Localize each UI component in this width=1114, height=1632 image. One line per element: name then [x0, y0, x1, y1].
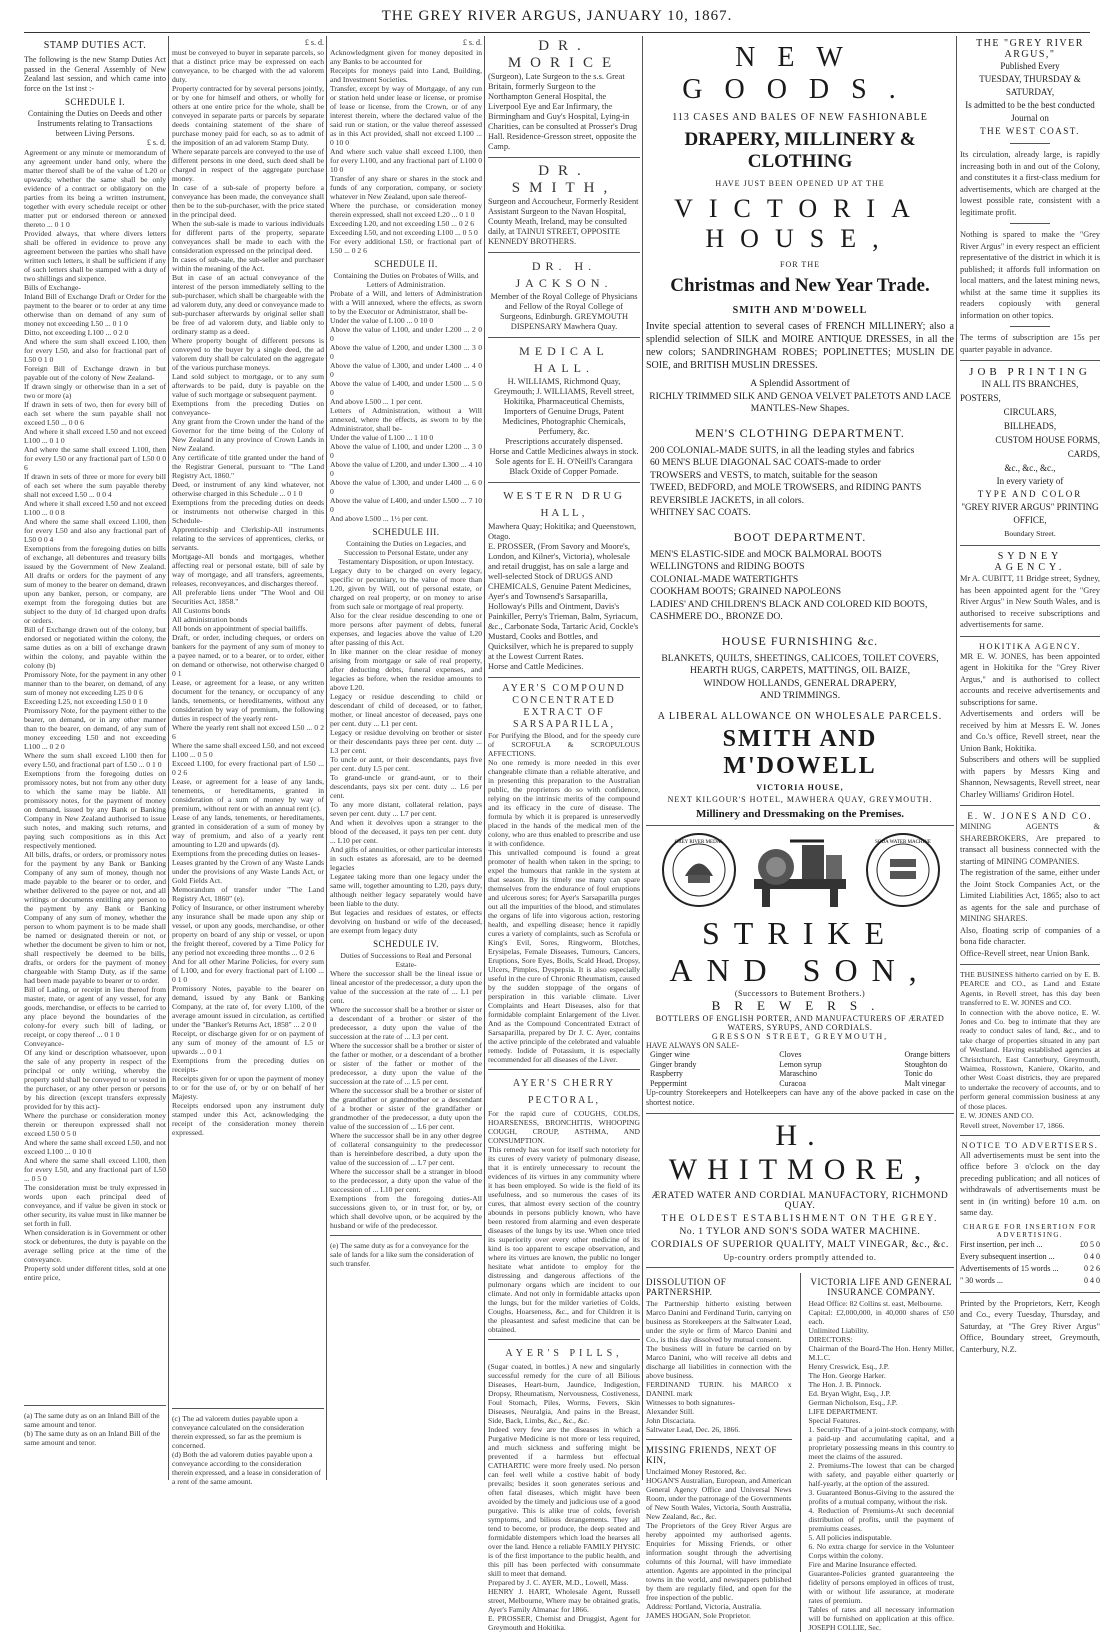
notice-advertisers-title: NOTICE TO ADVERTISERS.	[961, 1140, 1099, 1150]
column-divider	[800, 1273, 801, 1632]
western-drug-hall-name: WESTERN DRUG HALL,	[503, 490, 625, 519]
ad-rule	[488, 157, 640, 158]
ayers-sarsaparilla-name: AYER'S COMPOUND CONCENTRATED EXTRACT OF SARSAPARILLA,	[502, 683, 626, 730]
short-rule	[1010, 223, 1050, 224]
column-argus-notices	[960, 38, 1100, 1478]
whitmore-line-3: No. 1 TYLOR AND SON'S SODA WATER MACHINE.	[679, 1226, 921, 1237]
type-color-line: TYPE AND COLOR	[977, 489, 1083, 499]
subscription-terms: The terms of subscription are 15s per quarter payable in advance.	[960, 333, 1100, 354]
footnote: (a) The same duty as on an Inland Bill of the same amount and tenor. (b) The same duty as on an Inland Bill of the same amount and tenor.	[24, 1410, 161, 1447]
transfer-duties-body: Acknowledgment given for money deposited in any Banks to be accounted for Receipts for moneys paid into Land, Building, and Investment Societies. Transfer, except by way of Mortgage, of any run or station held under lease or license, or promise of lease or license, from the Crown, or of any interest therein, where the declared value of the said run or station, or the value thereof assessed as in this Act provided, shall not exceed L100 ... 0 10 0 And where such value shall exceed L100, then for every L100, and any fractional part of L100 0 10 0 Transfer of any share or shares in the stock and funds of any corporation, company, or society whatever in New Zealand, upon sale thereof- Where the purchase, or consideration money therein expressed, shall not exceed L20 ... 0 1 0 Exceeding L20, and not exceeding L50 ... 0 2 6 Exceeding L50, and not exceeding L100 ... 0 5 0 For every additional L50, or fractional part of L50 ... 0 2 6	[330, 47, 482, 255]
ad-rule	[960, 545, 1100, 546]
products-list	[646, 1050, 954, 1088]
strike-and-son-heading: STRIKE AND SON,	[669, 914, 931, 988]
footnote-rule	[172, 1408, 324, 1409]
sydney-agency-body: Mr A. CUBITT, 11 Bridge street, Sydney, has been appointed agent for the "Grey River Argus" in New South Wales, and is authorised to receive subscriptions and advertisements for same.	[960, 574, 1100, 629]
short-rule	[1010, 143, 1050, 144]
cherry-pectoral-body: For the rapid cure of COUGHS, COLDS, HOARSENESS, BRONCHITIS, WHOOPING COUGH, CROUP, ASTHMA, AND CONSUMPTION. This remedy has won for itself such notoriety for its cures of every variety of pulmonary disease, that it is entirely unnecessary to recount the evidences of its virtues in any community where it has been employed. So wide is the field of its usefulness, and so numerous the cases of its cures, that almost every section of the country abounds in persons publicly known, who have been restored from alarming and even desperate diseases of the lungs by its use. When once tried its superiority over every other medicine of its kind is too apparent to escape observation, and where its virtues are known, the public no longer hesitate what antidote to employ for the distressing and dangerous affections of the pulmonary organs which are incident to our climate. And not only in formidable attacks upon the lungs, but for the milder varieties of Colds, Coughs, Hoarseness, &c., and for Children it is the pleasantest and safest medicine that can be obtained.	[488, 1109, 640, 1334]
opened-up-line: HAVE JUST BEEN OPENED UP AT THE	[715, 179, 885, 188]
rate-label: Every subsequent insertion ...	[960, 1251, 1055, 1261]
ad-dr-smith	[488, 163, 640, 247]
stamp-duties-title: STAMP DUTIES ACT.	[43, 40, 147, 51]
medals-illustration	[646, 831, 954, 911]
ad-rule	[488, 482, 640, 483]
hokitika-agency-title: HOKITIKA AGENCY.	[978, 641, 1081, 651]
wholesale-allowance: A LIBERAL ALLOWANCE ON WHOLESALE PARCELS.	[657, 710, 943, 722]
victoria-house-heading: VICTORIA HOUSE,	[674, 194, 926, 253]
money-header: £ s. d.	[146, 138, 166, 148]
medical-hall-name: MEDICAL HALL.	[519, 344, 609, 375]
charge-title: CHARGE FOR INSERTION FOR ADVERTISING.	[963, 1222, 1097, 1239]
ad-dr-morice	[488, 38, 640, 152]
schedule-4-body: Where the successor shall be the lineal issue or lineal ancestor of the predecessor, a duty upon the value of the succession at the rate of ... L1 per cent. Where the successor shall be a brother or sister or a descendant of a brother or sister of the predecessor, a duty upon the value of the succession at the rate of ... L3 per cent. Where the successor shall be a brother or sister of the father or mother, or a descendant of a brother or sister of the father or mother of the predecessor, a duty upon the value of the succession at the rate of ... L5 per cent. Where the successor shall be a brother or sister of the grandfather or grandmother or a descendant of a brother or sister of the grandfather or grandmother of the predecessor, a duty upon the value of the succession of ... L6 per cent. Where the successor shall be in any other degree of collateral consanguinity to the predecessor than is hereinbefore described, a duty upon the value of the succession of ... L7 per cent. Where the successor shall be a stranger in blood to the predecessor, a duty upon the value of the succession of ... L10 per cent. Exemptions from the foregoing duties-All successions given to, or in trust for, or by, or which shall devolve upon, or be acquired by the husband or wife of the predecessor.	[330, 968, 482, 1230]
medal-right-icon	[864, 831, 942, 909]
column-new-goods	[646, 38, 954, 1632]
gresson-street-line: GRESSON STREET, GREYMOUTH,	[711, 1031, 889, 1041]
ad-rule	[960, 636, 1100, 637]
masthead-rule	[24, 32, 1090, 33]
rate-label: First insertion, per inch ...	[960, 1239, 1043, 1249]
printed-by-imprint: Printed by the Proprietors, Kerr, Keogh and Co., every Tuesday, Thursday, and Saturday, at "The Grey River Argus" Office, Boundary street, Greymouth, Canterbury, N.Z.	[960, 1298, 1100, 1354]
rate-price: £0 5 0	[1080, 1239, 1100, 1249]
ad-rule	[960, 1135, 1100, 1136]
hokitika-agency-body: MR E. W. JONES, has been appointed agent in Hokitika for the "Grey River Argus," and is authorised to collect accounts and receive advertisements and subscriptions for same. Advertisements and orders will be received by him at Messrs E. W. Jones and Co.'s office, Revell street, near the Union Bank, Hokitika. Subscribers and others will be supplied with papers by Messrs King and Shannon, Newsagents, Revell street, near Charley Williams' Gridiron Hotel.	[960, 651, 1100, 799]
variety-line: In every variety of	[996, 476, 1064, 486]
money-header: £ s. d.	[304, 38, 324, 47]
mens-clothing-list: 200 COLONIAL-MADE SUITS, in all the leading styles and fabrics 60 MEN'S BLUE DIAGONAL SAC COATS-made to order TROWSERS and VESTS, to match, suitable for the season TWEED, BEDFORD, and MOLE TROWSERS, and RIDING PANTS REVERSIBLE JACKETS, in all colors. WHITNEY SAC COATS.	[650, 444, 922, 518]
column-divider	[956, 36, 957, 1480]
firm-name: SMITH AND M'DOWELL	[732, 305, 868, 316]
medal-left-icon	[660, 831, 738, 909]
ad-rule	[488, 252, 640, 253]
missing-friends-body: Unclaimed Money Restored, &c. HOGAN'S Australian, European, and American General Agency Office and Universal News Room, under the patronage of the Governments of New South Wales, Victoria, South Australia, New Zealand, &c., &c. The Proprietors of the Grey River Argus are hereby appointed my authorised agents. Enquiries for Missing Friends, or other information sought through the advertising columns of this Journal, will have immediate attention. Agents are appointed in the principal towns in the world, and newspapers published by them are regularly filed, and open for the free inspection of the public. Address: Portland, Victoria, Australia. JAMES HOGAN, Sole Proprietor.	[646, 1466, 792, 1620]
dr-morice-body: (Surgeon), Late Surgeon to the s.s. Great Britain, formerly Surgeon to the Northampton General Hospital, the Liverpool Eye and Ear Infirmary, the Birmingham and Guy's Hospital, Lying-in Charities, can be consulted at Prosser's Drug Hall. Residence-Gresson street, opposite the Camp.	[488, 72, 638, 151]
dissolution-title: DISSOLUTION OF PARTNERSHIP.	[646, 1276, 727, 1297]
rate-row	[960, 1251, 1100, 1263]
splendid-assortment: A Splendid Assortment of RICHLY TRIMMED SILK AND GENOA VELVET PALETOTS AND LACE MANTLES-New Shapes.	[649, 378, 951, 414]
column-stamp-duties-2	[172, 38, 324, 1486]
bottom-left-ads	[646, 1273, 792, 1632]
medal-left-label: GREY RIVER MEDAL	[674, 839, 724, 845]
schedule-3-subheading: Containing the Duties on Legacies, and Succession to Personal Estate, under any Testamentary Disposition, or upon Intestacy.	[338, 538, 474, 566]
always-on-sale: HAVE ALWAYS ON SALE-	[646, 1040, 739, 1050]
ad-rule	[960, 1292, 1100, 1293]
column-stamp-duties-3	[330, 38, 482, 1478]
rate-row	[960, 1239, 1100, 1251]
ad-rule	[488, 677, 640, 678]
admitted-line: Is admitted to be the best conducted Journal on	[965, 100, 1095, 123]
masthead-title: THE GREY RIVER ARGUS, JANUARY 10, 1867.	[381, 8, 733, 24]
whitmore-line-2: THE OLDEST ESTABLISHMENT ON THE GREY.	[661, 1213, 939, 1224]
whitmore-line-4: CORDIALS OF SUPERIOR QUALITY, MALT VINEGAR, &c., &c.	[651, 1239, 949, 1250]
column-divider	[168, 36, 169, 1480]
dr-smith-body: Surgeon and Accoucheur, Formerly Resident Assistant Surgeon to the Navan Hospital, County Meath, Ireland, may be consulted daily, at TAINUI STREET, OPPOSITE KENNEDY BROTHERS.	[488, 197, 639, 246]
west-coast-line: THE WEST COAST.	[980, 126, 1080, 136]
published-every: Published Every	[1000, 61, 1060, 71]
ayers-pills-body: (Sugar coated, in bottles.) A new and singularly successful remedy for the cure of all Bilious Diseases, Heart-burn, Jaundice, Indigestion, Dropsy, Rheumatism, Nervousness, Costiveness, Foul Stomach, Piles, Worms, Fevers, Skin Diseases, Neuralgia, And pains in the Breast, Side, Back, Limbs, &c., &c., &c. Indeed very few are the diseases in which a Purgative Medicine is not more or less required, and much sickness and suffering might be prevented if a harmless but effectual CATHARTIC were more freely used. No person can feel well while a costive habit of body prevails; besides it soon generates serious and often fatal diseases, which might have been avoided by the timely and judicious use of a good purgative. This is alike true of colds, feverish symptoms, and bilious derangements. They all tend to become, or produce, the deep seated and formidable distempers which load the hearses all over the land. Hence a reliable FAMILY PHYSIC is of the first importance to the public health, and this pill has been perfected with consummate skill to meet that demand. Prepared by J. C. AYER, M.D., Lowell, Mass. HENRY J. HART, Wholesale Agent, Russell street, Melbourne, Where may be obtained gratis, Ayer's Family Almanac for 1866. E. PROSSER, Chemist and Druggist, Agent for Greymouth and Hokitika.	[488, 1362, 640, 1632]
rate-price: 0 4 0	[1084, 1275, 1100, 1285]
ad-rule	[488, 1339, 640, 1340]
whitmore-line-5: Up-country orders promptly attended to.	[723, 1252, 877, 1262]
rate-price: 0 2 6	[1084, 1263, 1100, 1273]
schedule-1-continued-body: must be conveyed to buyer in separate parcels, so that a distinct price may be expressed on each conveyance, to be charged with the ad valorem duty. Property contracted for by several persons jointly, or by one for himself and others, or wholly for others at one entire price for the whole, shall be conveyed in separate parts or parcels by separate deeds containing statement of the share of purchase money paid for each, so as to admit of the imposition of an ad valorem Stamp Duty. Where separate parcels are conveyed to the use of different persons in one deed, such deed shall be charged in respect of the aggregate purchase money. In case of a sub-sale of property before a conveyance has been made, the conveyance shall then be to the sub-purchaser, with the price stated in the principal deed. When the sub-sale is made to various individuals for different parts of the property, separate conveyances shall be made to each with the consideration expressed on the principal deed. In cases of sub-sale, the sub-seller and purchaser within the meaning of the Act. But in case of an actual conveyance of the interest of the person immediately selling to the sub-purchaser, which shall be chargeable with the ad valorem duty, any deed or conveyance made to sub-purchaser afterwards by original seller shall be free of ad valorem duty, and liable only to ordinary stamp as a deed. Where property bought of different persons is conveyed to the buyer by a single deed, the ad valorem duty shall be calculated on the aggregate of the various purchase moneys. Land sold subject to mortgage, or to any sum afterwards to be paid, duty is payable on the value of such mortgage or subsequent payment. Exemptions from the preceding Duties on conveyance- Any grant from the Crown under the hand of the Governor for the time being of the Colony of New Zealand in any province of Crown Lands in New Zealand. Any certificate of title granted under the hand of the Registrar General, pursuant to "The Land Registry Act, 1860." Deed, or instrument of any kind whatever, not otherwise charged in this Schedule ... 0 1 0 Exemptions from the preceding duties on deeds or instruments not otherwise charged in this Schedule- Apprenticeship and Clerkship-All instruments relating to the services of apprentices, clerks, or servants. Mortgage-All bonds and mortgages, whether affecting real or personal estate, bill of sale by way of mortgage, and all transfers, agreements, releases, reconveyances, and discharges thereof. All preferable liens under "The Wool and Oil Securities Act, 1858." All Customs bonds All administration bonds All bonds on appointment of special bailiffs. Draft, or order, including cheques, or orders on bankers for the payment of any sum of money to a payee named, or to a bearer, or to order, either on demand or otherwise, not otherwise charged 0 0 1 Lease, or agreement for a lease, or any written document for the tenancy, or occupancy of any lands, tenements, or hereditaments, without any consideration by way of premium, the following duties in respect of the yearly rent- Where the yearly rent shall not exceed L50 ... 0 2 6 Where the same shall exceed L50, and not exceed L100 ... 0 5 0 Exceed L100, for every fractional part of L50 ... 0 2 6 Lease, or agreement for a lease of any lands, tenements, or hereditaments, granted in consideration of a sum of money by way of premium, without rent or with an annual rent (c). Lease of any lands, tenements, or hereditaments, granted in consideration of a sum of money by way of premium, and also of a yearly rent amounting to L20 and upwards (d). Exemptions from the preceding duties on leases- Leases granted by the Crown of any Waste Lands under the provisions of any Waste Lands Act, or Gold Fields Act. Memorandum of transfer under "The Land Registry Act, 1860" (e). Policy of Insurance, or other instrument whereby any insurance shall be made upon any ship or vessel, or upon any goods, merchandise, or other property on board of any ship or vessel, or upon the freight thereof, covered by a Time Policy for any period not exceeding three months ... 0 2 6 And for all other Marine Policies, for every sum of L100, and for every fractional part of L100 ... 0 1 0 Promissory Notes, payable to the bearer on demand, issued by any Bank or Banking Company, at the rate of, for every L100, of the average amount issued in circulation, as certified under the "Banker's Returns Act, 1858" ... 2 0 0 Receipt, or discharge given for or on payment of any sum of money of the amount of L5 or upwards ... 0 0 1 Exemptions from the preceding duties on receipts- Receipts given for or upon the payment of money to or for the use of, or by or on behalf of her Majesty. Receipts endorsed upon any instrument duly stamped under this Act, acknowledging the receipt of the consideration money therein expressed.	[172, 47, 324, 1137]
drapery-heading: DRAPERY, MILLINERY & CLOTHING	[684, 129, 916, 172]
ad-medical-hall	[488, 343, 640, 477]
schedule-3-body: Legacy duty to be charged on every legacy, specific or pecuniary, to the value of more than L20, given by Will, out of personal estate, or charged on real property, or on money to arise from such sale or mortgage of real property. Also for the clear residue descending to one or more persons after payment of debts, funeral expenses, and legacies above the value of L20 after passing of this Act. In like manner on the clear residue of money arising from mortgage or sale of real property, after deducting debts, funeral expenses, and legacies as before, when the residue amounts to above L20. Legacy or residue descending to child or descendant of child of deceased, or to father, mother, or lineal ancestor of deceased, pays one per cent. duty ... L1 per cent. Legacy or residue devolving on brother or sister or their descendants pays three per cent. duty ... L3 per cent. To uncle or aunt, or their descendants, pays five per cent. duty L5 per cent. To grand-uncle or grand-aunt, or to their descendants, pays six per cent. duty ... L6 per cent. To any more distant, collateral relation, pays seven per cent. duty ... L7 per cent. And when it devolves upon a stranger to the blood of the deceased, it pays ten per cent. duty ... L10 per cent. And gifts of annuities, or other particular interests in such estates as aforesaid, are to be deemed legacies Legatee taking more than one legacy under the same will, together amounting to L20, pays duty, although neither legacy separately would have been liable to the duty. But legacies and residues of estates, or effects devolving on husband or wife of the deceased, are exempt from legacy duty	[330, 565, 482, 935]
job-printing-title: JOB PRINTING	[969, 366, 1091, 378]
mens-clothing-heading: MEN'S CLOTHING DEPARTMENT.	[695, 425, 905, 440]
western-drug-hall-body: Mawhera Quay; Hokitika; and Queenstown, Otago. E. PROSSER, (From Savory and Moore's, London, and Kilner's, Victoria), wholesale and retail druggist, has on sale a large and well-selected Stock of DRUGS AND CHEMICALS, Genuine Patent Medicines, Ayer's and Townsend's Sarsaparilla, Holloway's Pills and Ointment, Davis's Painkiller, Perry's Trieman, Balm, Syriacum, &c., Carbonate Soda, Tartaric Acid, Cockle's Mustard, Cooks and Bottles, and Quicksilver, which he is prepared to supply at the Lowest Current Rates. Horse and Cattle Medicines.	[488, 522, 639, 671]
bottom-ads	[646, 1273, 954, 1632]
ad-rule	[646, 1267, 954, 1268]
ad-ayers-sarsaparilla	[488, 683, 640, 1064]
successors-line: (Successors to Butement Brothers.)	[734, 988, 866, 998]
boot-department-heading: BOOT DEPARTMENT.	[733, 529, 867, 544]
ayers-sarsaparilla-body: For Purifying the Blood, and for the speedy cure of SCROFULA & SCROPULOUS AFFECTIONS. No one remedy is more needed in this ever changeable climate than a reliable alterative, and in presenting this preparation to the Australian public, the proprietors do so with confidence, relying on the intrinsic merits of the compound and its efficacy in the cure of disease. The formula by which it is prepared is unreservedly placed in the hands of the medical men of the colony, who are thus enabled to prescribe and use it with confidence. This unrivalled compound is found a great promoter of health when taken in the spring; to expel the humours that rankle in the system at that season. By its timely use many can spare themselves from the endurance of foul eruptions and ulcerous sores; for Ayer's Sarsaparilla purges out all the impurities of the blood, and stimulates the organs of life into vigorous action, restoring health, and expelling disease; hence it rapidly cures a variety of complaints, such as Scrofula or King's Evil, Sores, Ringworm, Blotches, Erysipelas, Female Diseases, Tumours, Cancers, Eruptions, Sore Eyes, Boils, Scald Head, Dropsy, Ulcers, Pimples, Dyspepsia. It is also especially useful in the cure of Chronic Rheumatism, caused by the sudden stoppage of the organs of perspiration in this variable climate. Liver Complaints and Heart Diseases, also for that formidable complaint Enlargement of the Liver. And as the Compound Concentrated Extract of Sarsaparilla, prepared by Dr J. C. Ayer, contains the active principle of the celebrated and valuable remedy. Iodide of Potassium, it is especially recommended for all diseases of the Liver.	[488, 731, 640, 1064]
rate-price: 0 4 0	[1084, 1251, 1100, 1261]
house-furnishing-list: BLANKETS, QUILTS, SHEETINGS, CALICOES, TOILET COVERS, HEARTH RUGS, CARPETS, MATTINGS, OIL BAIZE, WINDOW HOLLANDS, GENERAL DRAPERY, AND TRIMMINGS.	[661, 652, 939, 701]
footnote: (c) The ad valorem duties payable upon a conveyance calculated on the consideration therein expressed, so far as the premium is concerned. (d) Both the ad valorem duties payable upon a conveyance according to the consideration therein expressed, and a lease in consideration of a rent of the same amount.	[172, 1413, 321, 1486]
dr-smith-name: DR. SMITH,	[511, 163, 617, 196]
schedule-4-subheading: Duties of Successions to Real and Personal Estate-	[340, 950, 472, 969]
boundary-street-line: Boundary Street.	[1004, 529, 1056, 538]
new-goods-sub: 113 CASES AND BALES OF NEW FASHIONABLE	[672, 112, 928, 123]
rate-row	[960, 1263, 1100, 1275]
products-col-b: Cloves Lemon syrup Maraschino Curacoa	[779, 1050, 822, 1088]
ad-rule	[646, 1113, 954, 1114]
whitmore-line-1: ÆRATED WATER AND CORDIAL MANUFACTORY, RICHMOND QUAY.	[651, 1190, 949, 1211]
ad-rule	[646, 825, 954, 826]
ad-ayers-pills	[488, 1345, 640, 1632]
sydney-agency-title: SYDNEY AGENCY.	[994, 551, 1066, 573]
column-divider	[484, 36, 485, 1480]
schedule-1-heading: SCHEDULE I.	[65, 97, 125, 108]
printing-office-line: "GREY RIVER ARGUS" PRINTING OFFICE,	[961, 502, 1099, 525]
ad-dr-jackson	[488, 258, 640, 332]
bottom-right-ads	[809, 1273, 955, 1632]
rate-row	[960, 1275, 1100, 1287]
dr-jackson-name: DR. H. JACKSON.	[515, 259, 613, 290]
job-item: CUSTOM HOUSE FORMS,	[995, 435, 1100, 445]
schedule-4-heading: SCHEDULE IV.	[373, 938, 439, 949]
ad-rule	[488, 337, 640, 338]
products-col-a: Ginger wine Ginger brandy Raspberry Peppermint	[650, 1050, 697, 1088]
rate-label: " 30 words ...	[960, 1275, 1003, 1285]
circulation-text: Its circulation, already large, is rapidly increasing both in and out of the Colony, and constitutes it a first-class medium for advertisements, which are charged at the lowest possible rate, consistent with a legitimate profit.	[960, 150, 1100, 217]
ad-western-drug-hall	[488, 488, 640, 672]
job-printing-sub: IN ALL ITS BRANCHES,	[981, 379, 1079, 389]
new-goods-title: NEW GOODS.	[682, 42, 918, 105]
job-item: &c., &c., &c.,	[1004, 463, 1056, 473]
footnote-rule	[24, 1405, 166, 1406]
ad-rule	[960, 360, 1100, 361]
argus-title: THE "GREY RIVER ARGUS,"	[976, 38, 1084, 60]
products-col-c: Orange bitters Stoughton do Tonic do Malt vinegar	[904, 1050, 950, 1088]
for-the-line: FOR THE	[780, 260, 820, 269]
schedule-3-heading: SCHEDULE III.	[372, 526, 440, 537]
footnote: (e) The same duty as for a conveyance for the sale of lands for a like sum the consideration of such transfer.	[330, 1240, 475, 1268]
publication-days: TUESDAY, THURSDAY & SATURDAY,	[979, 74, 1081, 97]
ad-ayers-cherry-pectoral	[488, 1075, 640, 1334]
soda-machine-icon	[746, 831, 854, 911]
job-item: POSTERS,	[960, 393, 1001, 403]
victoria-life-body: Head Office: 82 Collins st. east, Melbourne. Capital: £2,000,000, in 40,000 shares of £50 each. Unlimited Liability. DIRECTORS: Chairman of the Board-The Hon. Henry Miller, M.L.C. Henry Creswick, Esq., J.P. The Hon. George Harker. The Hon. J. B. Pinnock. Ed. Bryan Wight, Esq., J.P. German Nicholson, Esq., J.P. LIFE DEPARTMENT. Special Features. 1. Security-That of a joint-stock company, with a paid-up and accumulating capital, and a proprietary possessing means in this country to meet the claims of the assured. 2. Premiums-The lowest that can be charged with safety, and payable either quarterly or half-yearly, at the option of the assured. 3. Guaranteed Bonus-Giving to the assured the profits of a mutual company, without the risk. 4. Reduction of Premiums-At such decennial distribution of profits, until the payment of premiums ceases. 5. All policies indisputable. 6. No extra charge for service in the Volunteer Corps within the colony. Fire and Marine Insurance effected. Guarantee-Policies granted guaranteeing the fidelity of persons employed in offices of trust, with or without life assurance, at moderate rates of premium. Tables of rates and all necessary information will be furnished on application at this office. JOSEPH COLLIE, Sec.	[808, 1298, 954, 1632]
footnote-rule	[330, 1235, 482, 1236]
ayers-pills-name: AYER'S PILLS,	[505, 1348, 623, 1359]
short-rule	[1010, 326, 1050, 327]
job-printing-items	[960, 391, 1100, 475]
dissolution-body: The Partnership hitherto existing between Marco Danini and Ferdinand Turin, carrying on business as Storekeepers at the Saltwater Lead, under the style or firm of Marco Danini and Co., is this day dissolved by mutual consent. The business will in future be carried on by Marco Danini, who will receive all debts and discharge all liabilities in connection with the above business. FERDINAND TURIN. his MARCO x DANINI. mark Witnesses to both signatures- Alexander Still. John Discaciata. Saltwater Lead, Dec. 26, 1866.	[646, 1298, 792, 1434]
ad-rule	[960, 805, 1100, 806]
cherry-pectoral-name: AYER'S CHERRY PECTORAL,	[512, 1078, 616, 1106]
money-header: £ s. d.	[462, 38, 482, 47]
schedule-2-body: Probate of a Will, and letters of Administration with a Will annexed, where the effects, as sworn to by the Executor or Administrator, shall be- Under the value of L100 ... 0 10 0 Above the value of L100, and under L200 ... 2 0 0 Above the value of L200, and under L300 ... 3 0 0 Above the value of L300, and under L400 ... 4 0 0 Above the value of L400, and under L500 ... 5 0 0 And above L500 ... 1 per cent. Letters of Administration, without a Will annexed, where the effects, as sworn to by the Administrator, shall be- Under the value of L100 ... 1 10 0 Above the value of L100, and under L200 ... 3 0 0 Above the value of L200, and under L300 ... 4 10 0 Above the value of L300, and under L400 ... 6 0 0 Above the value of L400, and under L500 ... 7 10 0 And above L500 ... 1½ per cent.	[330, 288, 482, 523]
schedule-1-body: Agreement or any minute or memorandum of any agreement under hand only, where the matter thereof shall be of the value of L20 or upwards; whether the same shall be only evidence of a contract or obligatory on the parties from its being a written instrument, together with every schedule receipt or other matter put or endorsed thereon or annexed thereto ... 0 1 0 Provided always, that where divers letters shall be offered in evidence to prove any agreement between the parties who shall have written such letters, it shall be sufficient if any of such letters shall be stamped with a duty of two shillings and sixpence. Bills of Exchange- Inland Bill of Exchange Draft or Order for the payment to the bearer or to order at any time otherwise than on demand of any sum of money not exceeding L50 ... 0 1 0 Ditto, not exceeding L100 ... 0 2 0 And where the sum shall exceed L100, then for every L50, and also for fractional part of L50 0 1 0 Foreign Bill of Exchange drawn in but payable out of the colony of New Zealand- If drawn singly or otherwise than in a set of two or more (a) If drawn in sets of two, then for every bill of each set where the sum payable shall not exceed L50 ... 0 0 6 And where it shall exceed L50 and not exceed L100 ... 0 1 0 And where the same shall exceed L100, then for every L50 or any fractional part of L50 0 0 6 If drawn in sets of three or more for every bill of each set where the sum payable thereby shall not exceed L50 ... 0 0 4 And where it shall exceed L50 and not exceed L100 ... 0 0 8 And where the same shall exceed L100, then for every L50 and also any fractional part of L50 0 0 4 Exemptions from the foregoing duties on bills of exchange, all debentures and treasury bills issued by the Government of New Zealand. All drafts or orders for the payment of any sum of money to the bearer on demand, drawn upon any banker, person, or company, are exempt from the foregoing duties but are subject to the duty of 1d charged upon drafts or orders. Bill of Exchange drawn out of the colony, but endorsed or negotiated within the colony, the same duties as on a bill of exchange drawn within the colony, and payable within the colony (b) Promissory Note, for the payment in any other manner than to the bearer, on demand, of any sum of money not exceeding L25 0 0 6 Exceeding L25, not exceeding L50 0 1 0 Promissory Note, for the payment either to the bearer, on demand, or in any other manner than to the bearer, on demand, of any sum of money exceeding L50 and not exceeding L100 ... 0 2 0 Where the sum shall exceed L100 then for every L50, and fractional part of L50 ... 0 1 0 Exemptions from the foregoing duties on promissory notes, but not from any other duty to which the same may be liable. All promissory notes, for the payment of money on demand, issued by any Bank or Banking Company in New Zealand authorised to issue such notes, and making such returns, and paying such compositions as in this Act respectively mentioned. All bills, drafts, or orders, or promissory notes for the payment by any Bank or Banking Company of any sum of money, though not made payable to the bearer or to order, and whether delivered to the payee or not, and all writings or documents entitling any person to the payment by any Bank or Banking Company of any sum of money, whether the person to whom payment is to be made shall be named or designated therein or not, or whether the document be given to him or not, shall respectively be deemed to be bills, drafts, or orders for the payment of money chargeable with Stamp Duty, as if the same had been made payable to bearer or to order. Bill of Lading, or receipt in lieu thereof from master, mate, or agent of any vessel, for any goods, merchandise, or effects to be carried to any place beyond the boundaries of the colony-for every such bill of lading, or receipt, or copy thereof ... 0 1 0 Conveyance- Of any kind or description whatsoever, upon the sale of any property in respect of the principal or only writing, whereby the property sold shall be conveyed to or vested in the purchaser, or any other person or persons by his direction (except transfers expressly provided for by this act)- Where the purchase or consideration money therein or thereupon expressed shall not exceed L50 0 5 0 And where the same shall exceed L50, and not exceed L100 ... 0 10 0 And where the same shall exceed L100, then for every L50, and any fractional part of L50 ... 0 5 0 The consideration must be truly expressed in words upon each principal deed of conveyance, and if value be given in stock or other security, its value must in like manner be set forth in full. When consideration is in Government or other stock or debentures, the duty is payable on the average selling price at the time of the conveyance. Property sold under different titles, sold at one entire price,	[24, 147, 166, 1282]
whitmore-heading: H. WHITMORE,	[668, 1118, 932, 1186]
boot-department-list: MEN'S ELASTIC-SIDE and MOCK BALMORAL BOOTS WELLINGTONS and RIDING BOOTS COLONIAL-MADE WATERTIGHTS COOKHAM BOOTS; GRAINED NAPOLEONS LADIES' AND CHILDREN'S BLACK AND COLORED KID BOOTS, CASHMERE DO., BRONZE DO.	[650, 548, 928, 622]
rates-table	[960, 1239, 1100, 1287]
ad-rule	[646, 1439, 792, 1440]
job-item: BILLHEADS,	[1003, 421, 1057, 431]
firm-address: NEXT KILGOUR'S HOTEL, MAWHERA QUAY, GREYMOUTH.	[667, 794, 933, 804]
ad-rule	[960, 964, 1100, 965]
victoria-house-sub: VICTORIA HOUSE,	[756, 782, 844, 792]
nothing-spared-text: Nothing is spared to make the "Grey River Argus" in every respect an efficient representative of the district in which it is published; it affords full information on local matters, and the latest mining news, whilst at the same time it supplies its readers copiously with general information on other topics.	[960, 230, 1100, 320]
column-stamp-duties-1	[24, 38, 166, 1478]
brewers-heading: BREWERS.	[711, 997, 889, 1013]
christmas-heading: Christmas and New Year Trade.	[670, 275, 930, 296]
job-item: CARDS,	[1067, 449, 1100, 459]
job-item: CIRCULARS,	[1003, 407, 1057, 417]
dr-morice-name: DR. MORICE	[507, 38, 621, 71]
column-medical-ads	[488, 38, 640, 1632]
business-transfer-body: THE BUSINESS hitherto carried on by E. B. PEARCE and CO., as Land and Estate Agents, in Revell street, has this day been transferred to E. W. JONES and CO. In connection with the above notice, E. W. Jones and Co. beg to intimate that they are ready to conduct sales of land, &c., and to take charge of properties situated in any part of Westland. Having established agencies at Christchurch, East Canterbury, Greymouth, Waimea, Rosstown, Kaniere, Okarito, and other West Coast districts, they are prepared to undertake the recovery of accounts, and to perform general commission business at any of those places. E. W. JONES AND CO. Revell street, November 17, 1866.	[960, 970, 1100, 1130]
invite-text: Invite special attention to several cases of FRENCH MILLINERY; also a splendid selection of SILK and MOIRE ANTIQUE DRESSES, in all the new colors; SANDRINGHAM ROBES; POPLINETTES; MUSLIN DE SOIE, and BRITISH MUSLIN DRESSES.	[646, 321, 954, 371]
upcountry-note: Up-country Storekeepers and Hotelkeepers can have any of the above packed in case on the shortest notice.	[646, 1088, 954, 1108]
jones-co-body: MINING AGENTS & SHAREBROKERS, Are prepared to transact all business connected with the starting of MINING COMPANIES. The registration of the same, either under the Joint Stock Companies Act, or the Limited Liabilities Act, 1865; also to act as agents for the sale and purchase of MINING SHARES. Also, floating scrip of companies of a bona fide character. Office-Revell street, near Union Bank.	[960, 822, 1100, 958]
medical-hall-body: H. WILLIAMS, Richmond Quay, Greymouth; J. WILLIAMS, Revell street, Hokitika, Pharmaceutical Chemists, Importers of Genuine Drugs, Patent Medicines, Photographic Chemicals, Perfumery, &c. Prescriptions accurately dispensed. Horse and Cattle Medicines always in stock. Sole agents for E. H. O'Neill's Carangara Black Oxide of Copper Pomade.	[489, 377, 639, 476]
notice-advertisers-body: All advertisements must be sent into the office before 3 o'clock on the day preceding publication; and all notices of withdrawals of advertisements must be sent in (in writing) before 10 a.m. on same day.	[960, 1150, 1100, 1218]
jones-co-title: E. W. JONES AND CO.	[967, 811, 1093, 821]
rate-label: Advertisements of 15 words ...	[960, 1263, 1059, 1273]
schedule-2-heading: SCHEDULE II.	[374, 258, 438, 269]
victoria-life-title: VICTORIA LIFE AND GENERAL INSURANCE COMPANY.	[810, 1276, 953, 1297]
missing-friends-title: MISSING FRIENDS, NEXT OF KIN,	[646, 1444, 777, 1465]
medal-right-label: SODA WATER MACHINE	[875, 839, 931, 845]
schedule-2-subheading: Containing the Duties on Probates of Wills, and Letters of Administration.	[333, 270, 479, 289]
smith-mdowell-heading: SMITH AND M'DOWELL	[722, 725, 878, 779]
dr-jackson-body: Member of the Royal College of Physicians and Fellow of the Royal College of Surgeons, Edinburgh. GREYMOUTH DISPENSARY Mawhera Quay.	[490, 292, 638, 331]
stamp-duties-intro: The following is the new Stamp Duties Act passed in the General Assembly of New Zealand last session, and which came into force on the 1st inst :-	[24, 55, 166, 93]
masthead	[0, 8, 1114, 34]
ad-rule	[488, 1069, 640, 1070]
column-divider	[326, 36, 327, 1480]
column-divider	[642, 36, 643, 1480]
bottlers-line: BOTTLERS OF ENGLISH PORTER, AND MANUFACTURERS OF ÆRATED WATERS, SYRUPS, AND CORDIALS.	[655, 1013, 945, 1032]
schedule-1-subheading: Containing the Duties on Deeds and other Instruments relating to Transactions between Living Persons.	[27, 109, 163, 138]
millinery-tagline: Millinery and Dressmaking on the Premises.	[696, 807, 904, 820]
house-furnishing-heading: HOUSE FURNISHING &c.	[721, 633, 879, 648]
